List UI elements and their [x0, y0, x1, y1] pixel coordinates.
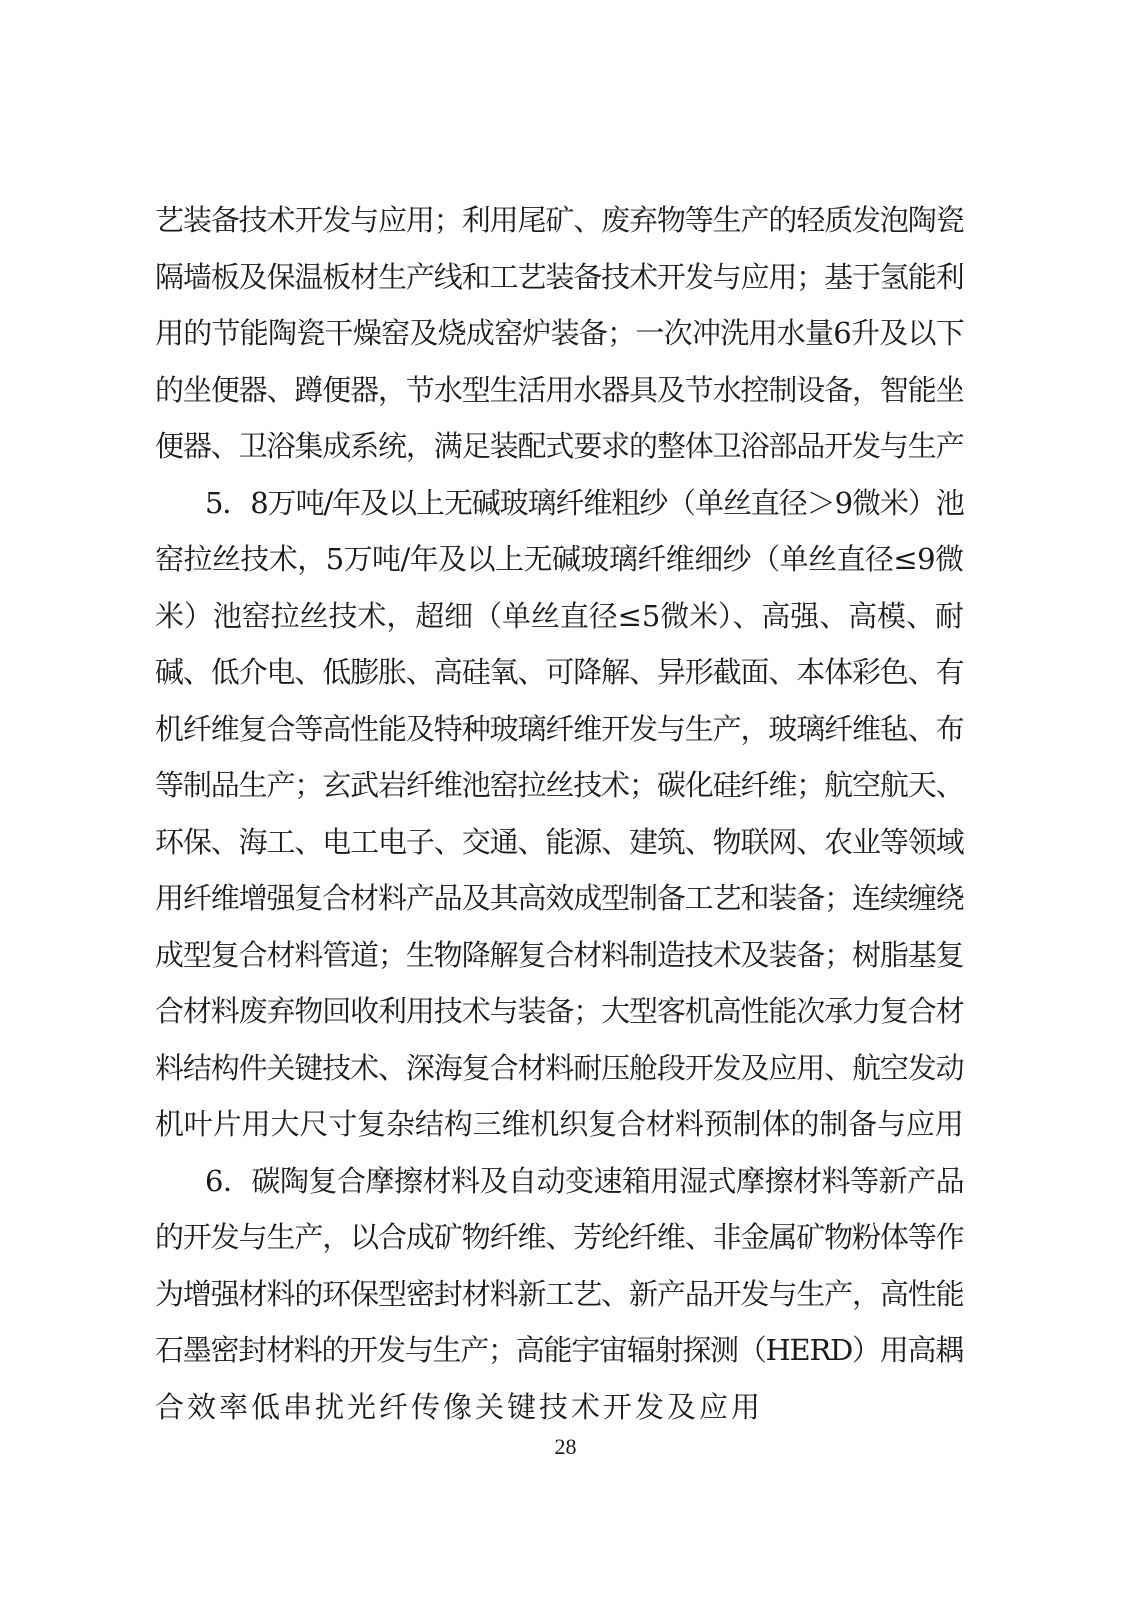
text-line: 成型复合材料管道；生物降解复合材料制造技术及装备；树脂基复	[155, 937, 964, 972]
text-line: 石墨密封材料的开发与生产；高能宇宙辐射探测（HERD）用高耦	[155, 1333, 964, 1367]
text-line: 为增强材料的环保型密封材料新工艺、新产品开发与生产，高性能	[155, 1276, 964, 1311]
text-line: 机纤维复合等高性能及特种玻璃纤维开发与生产，玻璃纤维毡、布	[155, 711, 964, 746]
text-line: 便器、卫浴集成系统，满足装配式要求的整体卫浴部品开发与生产	[155, 429, 964, 463]
text-line: 料结构件关键技术、深海复合材料耐压舱段开发及应用、航空发动	[155, 1050, 964, 1085]
paragraph-6-first-line: 6．碳陶复合摩擦材料及自动变速箱用湿式摩擦材料等新产品	[205, 1163, 965, 1198]
text-line: 机叶片用大尺寸复杂结构三维机织复合材料预制体的制备与应用	[155, 1107, 964, 1141]
paragraph-5-first-line: 5．8万吨/年及以上无碱玻璃纤维粗纱（单丝直径＞9微米）池	[205, 485, 964, 520]
text-line: 艺装备技术开发与应用；利用尾矿、废弃物等生产的轻质发泡陶瓷	[155, 203, 964, 237]
text-line: 碱、低介电、低膨胀、高硅氧、可降解、异形截面、本体彩色、有	[155, 655, 964, 689]
text-line: 用纤维增强复合材料产品及其高效成型制备工艺和装备；连续缠绕	[155, 881, 964, 915]
text-line: 米）池窑拉丝技术，超细（单丝直径≤5微米）、高强、高模、耐	[155, 598, 964, 633]
text-line: 等制品生产；玄武岩纤维池窑拉丝技术；碳化硅纤维；航空航天、	[155, 768, 964, 802]
text-line: 窑拉丝技术，5万吨/年及以上无碱玻璃纤维细纱（单丝直径≤9微	[155, 542, 964, 576]
text-line: 环保、海工、电工电子、交通、能源、建筑、物联网、农业等领域	[155, 824, 964, 859]
text-line: 合材料废弃物回收利用技术与装备；大型客机高性能次承力复合材	[155, 994, 964, 1028]
text-line: 的开发与生产，以合成矿物纤维、芳纶纤维、非金属矿物粉体等作	[155, 1220, 964, 1254]
text-line: 隔墙板及保温板材生产线和工艺装备技术开发与应用；基于氢能利	[155, 259, 964, 294]
page-number: 28	[554, 1434, 577, 1459]
text-line: 用的节能陶瓷干燥窑及烧成窑炉装备；一次冲洗用水量6升及以下	[155, 316, 965, 350]
body-text	[155, 192, 965, 1435]
text-line: 合效率低串扰光纤传像关键技术开发及应用	[155, 1389, 764, 1424]
text-line: 的坐便器、蹲便器，节水型生活用水器具及节水控制设备，智能坐	[155, 372, 964, 407]
